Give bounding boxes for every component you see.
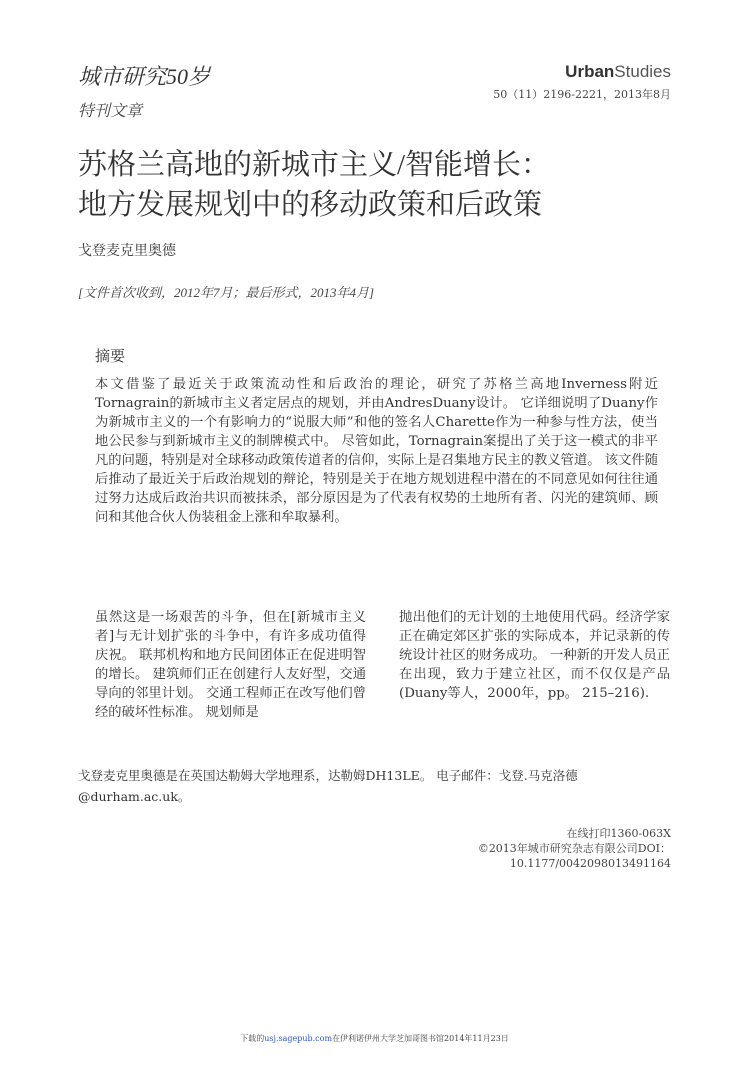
series-title: 城市研究50岁 — [78, 64, 211, 89]
journal-citation: 50（11）2196-2221，2013年8月 — [493, 88, 671, 101]
author-footnote: 戈登麦克里奥德是在英国达勒姆大学地理系，达勒姆DH13LE。 电子邮件：戈登.马克洛德@durham.ac.uk。 — [78, 768, 578, 804]
doi-line: 10.1177/0042098013491164 — [509, 857, 671, 870]
abstract-heading: 摘要 — [95, 347, 126, 365]
download-link[interactable]: usj.sagepub.com — [264, 1034, 333, 1043]
logo-urban: Urban — [565, 62, 615, 81]
title-line-2: 地方发展规划中的移动政策和后政策 — [78, 189, 543, 221]
body-column-right: 抛出他们的无计划的土地使用代码。经济学家正在确定郊区扩张的实际成本，并记录新的传统设计社区的财务成功。 一种新的开发人员正在出现，致力于建立社区，而不仅仅是产品(Duany等人，2000年，pp。 215–216). — [399, 610, 670, 701]
download-prefix: 下载的 — [240, 1034, 265, 1043]
publication-info — [478, 826, 671, 871]
journal-logo — [565, 62, 671, 82]
abstract-text: 本文借鉴了最近关于政策流动性和后政治的理论，研究了苏格兰高地Inverness附近Tornagrain的新城市主义者定居点的规划，并由AndresDuany设计。 它详细说明了Duany作为新城市主义的一个有影响力的“说服大师”和他的签名人Charette作为一种参与性方法，使当地公民参与到新城市主义的制牌模式中。 尽管如此，Tornagrain案提出了关于这一模式的非平凡的问题，特别是对全球移动政策传道者的信仰，实际上是召集地方民主的教义管道。 该文件随后推动了最近关于后政治规划的辩论，特别是关于在地方规划进程中潜在的不同意见如何往往通过努力达成后政治共识而被抹杀，部分原因是为了代表有权势的土地所有者、闪光的建筑师、顾问和其他合伙人伪装租金上涨和牟取暴利。 — [95, 377, 658, 525]
special-issue-label: 特刊文章 — [78, 103, 143, 120]
author-name: 戈登麦克里奥德 — [78, 243, 176, 259]
received-dates: [文件首次收到，2012年7月；最后形式，2013年4月] — [78, 285, 375, 300]
issn-line: 在线打印1360-063X — [566, 827, 671, 840]
article-title — [78, 145, 678, 225]
logo-studies: Studies — [614, 62, 671, 81]
download-suffix: 在伊利诺伊州大学芝加哥图书馆2014年11月23日 — [332, 1034, 509, 1043]
copyright-line: ©2013年城市研究杂志有限公司DOI： — [477, 842, 671, 855]
title-line-1: 苏格兰高地的新城市主义/智能增长： — [78, 149, 551, 181]
body-column-left: 虽然这是一场艰苦的斗争，但在[新城市主义者]与无计划扩张的斗争中，有许多成功值得庆祝。 联邦机构和地方民间团体正在促进明智的增长。 建筑师们正在创建行人友好型，交通导向的邻里计划。 交通工程师正在改写他们曾经的破坏性标准。 规划师是 — [95, 610, 366, 720]
download-notice — [0, 1033, 749, 1044]
